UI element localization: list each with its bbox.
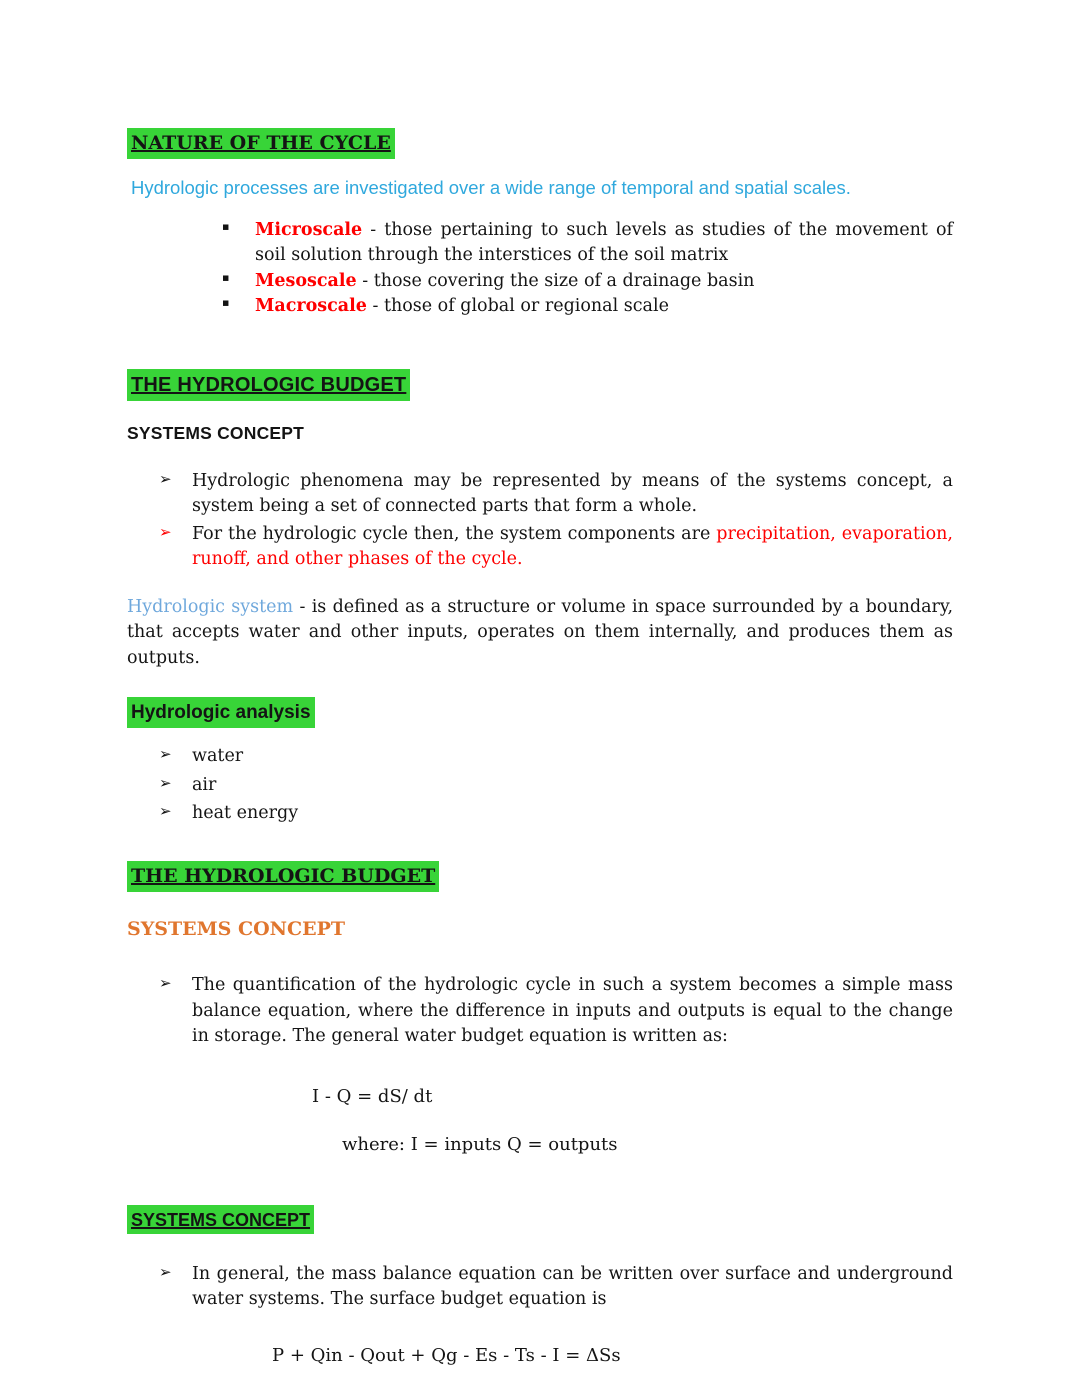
arrow-bullet-icon: ➢: [159, 974, 172, 993]
point-text-red: precipitation, evaporation, runoff, and other phases of the cycle.: [192, 523, 953, 570]
analysis-item-label: heat energy: [192, 803, 299, 824]
list-item: [127, 801, 953, 827]
point-text: For the hydrologic cycle then, the system components are: [192, 523, 717, 544]
analysis-item-label: air: [192, 774, 217, 795]
scale-bullet-list: [127, 218, 953, 320]
definition-term: Hydrologic system: [127, 596, 294, 617]
systems-concept-subheading: SYSTEMS CONCEPT: [127, 423, 305, 444]
scale-separator: -: [366, 296, 384, 317]
definition-text: is defined as a structure or volume in space surrounded by a boundary, that accepts water and other inputs, operates on them internally, and produces them as outputs.: [127, 596, 954, 668]
arrow-bullet-icon: ➢: [159, 522, 172, 541]
scale-separator: -: [362, 219, 385, 240]
budget-heading-serif: [127, 861, 953, 892]
scale-term: Microscale: [255, 219, 363, 240]
nature-heading: [127, 128, 953, 159]
arrow-bullet-icon: ➢: [159, 1262, 172, 1281]
list-item: [127, 269, 953, 295]
point-text: Hydrologic phenomena may be represented by means of the systems concept, a system being a set of connected parts that form a whole.: [192, 470, 953, 517]
arrow-bullet-icon: ➢: [159, 802, 172, 821]
budget-heading-highlight: THE HYDROLOGIC BUDGET: [127, 369, 410, 401]
systems-concept-green-heading: [127, 1205, 953, 1234]
list-item: [127, 744, 953, 770]
surface-budget-equation: P + Qin - Qout + Qg - Es - Ts - I = ΔSs: [272, 1344, 621, 1366]
mass-balance-point: [127, 1262, 953, 1313]
list-item: [127, 773, 953, 799]
analysis-bullet-list: [127, 744, 953, 827]
scale-description: those pertaining to such levels as studies of the movement of soil solution through the interstices of the soil matrix: [255, 219, 953, 266]
arrow-bullet-icon: ➢: [159, 469, 172, 488]
scale-separator: -: [356, 270, 374, 291]
equation-legend: where: I = inputs Q = outputs: [342, 1134, 618, 1156]
point-text: In general, the mass balance equation can be written over surface and underground water systems. The surface budget equation is: [192, 1263, 953, 1310]
budget-heading-serif-highlight: THE HYDROLOGIC BUDGET: [127, 861, 439, 892]
list-item: [127, 218, 953, 269]
budget-heading: [127, 369, 953, 401]
arrow-bullet-icon: ➢: [159, 745, 172, 764]
hydrologic-analysis-heading: [127, 697, 953, 728]
hydrologic-analysis-highlight: Hydrologic analysis: [127, 697, 315, 728]
list-item: [127, 522, 953, 573]
square-bullet-icon: ▪: [222, 296, 230, 310]
quantification-point: [127, 973, 953, 1050]
point-text: The quantification of the hydrologic cycle in such a system becomes a simple mass balance equation, where the difference in inputs and outputs is equal to the change in storage. The general water budget equation is written as:: [192, 975, 953, 1047]
scale-term: Mesoscale: [255, 270, 357, 291]
water-budget-equation: I - Q = dS/ dt: [312, 1085, 433, 1107]
systems-point-list: [127, 469, 953, 573]
square-bullet-icon: ▪: [222, 219, 230, 233]
hydrologic-system-definition: [127, 595, 953, 672]
arrow-bullet-icon: ➢: [159, 773, 172, 792]
definition-separator: -: [293, 596, 312, 617]
scale-description: those of global or regional scale: [383, 296, 669, 317]
scale-description: those covering the size of a drainage basin: [373, 270, 755, 291]
intro-sentence: Hydrologic processes are investigated over a wide range of temporal and spatial scales.: [131, 176, 851, 198]
list-item: [127, 294, 953, 320]
systems-concept-green-highlight: SYSTEMS CONCEPT: [127, 1205, 314, 1234]
list-item: [127, 469, 953, 520]
analysis-item-label: water: [192, 746, 244, 767]
systems-concept-orange-subheading: SYSTEMS CONCEPT: [127, 917, 346, 940]
scale-term: Macroscale: [255, 296, 367, 317]
square-bullet-icon: ▪: [222, 270, 230, 284]
nature-heading-highlight: NATURE OF THE CYCLE: [127, 128, 395, 159]
